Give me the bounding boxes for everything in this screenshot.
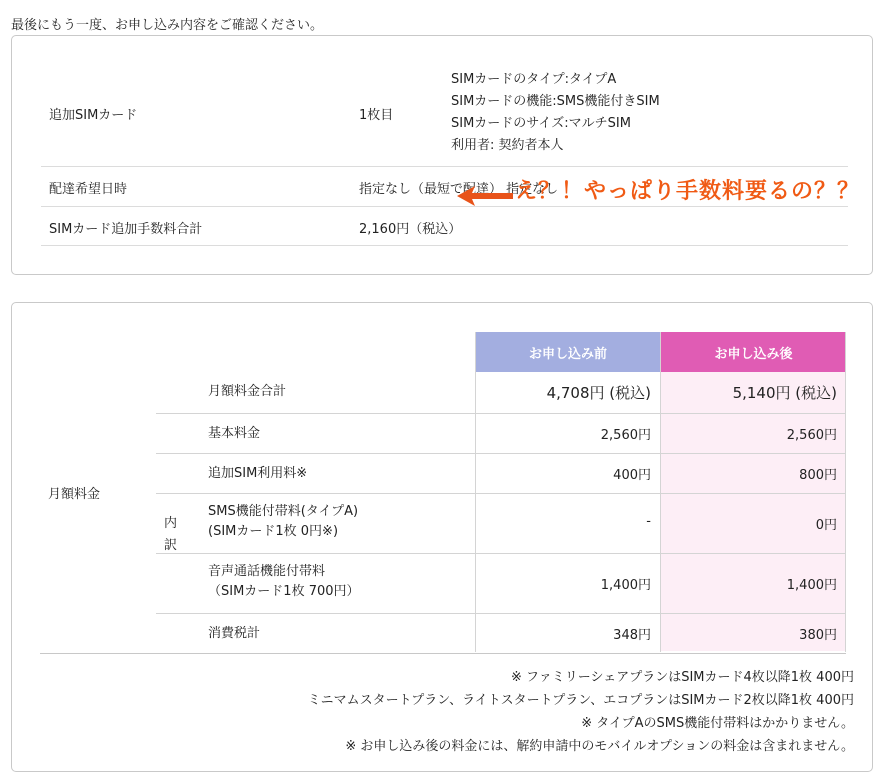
value-before: - — [646, 514, 651, 529]
value-after: 1,400円 — [786, 578, 837, 593]
sim-details — [451, 69, 660, 157]
fee-row — [41, 207, 848, 246]
row-label-line: 音声通話機能付帯料 — [208, 564, 326, 579]
table-bottom-divider — [40, 653, 846, 654]
table-row — [156, 414, 846, 454]
note-line: ※ タイプAのSMS機能付帯料はかかりません。 — [581, 716, 854, 731]
sim-detail-type: SIMカードのタイプ:タイプA — [451, 72, 617, 87]
annotation-arrow-icon — [455, 184, 515, 208]
row-label: 月額料金合計 — [208, 384, 287, 399]
table-row — [156, 614, 846, 652]
sim-detail-size: SIMカードのサイズ:マルチSIM — [451, 116, 631, 131]
value-after: 5,140円 (税込) — [732, 384, 837, 402]
breakdown-char: 訳 — [164, 538, 178, 553]
row-label — [208, 502, 358, 542]
fee-label: SIMカード追加手数料合計 — [49, 222, 203, 237]
delivery-value: 指定なし（最短で配達） 指定なし — [359, 182, 559, 197]
value-after: 800円 — [799, 468, 837, 483]
sim-detail-function: SIMカードの機能:SMS機能付きSIM — [451, 94, 660, 109]
row-label: 追加SIM利用料※ — [208, 466, 308, 481]
table-row — [156, 554, 846, 614]
row-label — [208, 562, 360, 602]
monthly-fee-panel — [11, 302, 873, 772]
breakdown-char: 内 — [164, 516, 178, 531]
sim-count: 1枚目 — [359, 108, 394, 123]
row-label: 基本料金 — [208, 426, 261, 441]
table-row — [156, 372, 846, 414]
delivery-label: 配達希望日時 — [49, 182, 128, 197]
value-before: 4,708円 (税込) — [546, 384, 651, 402]
notes — [308, 666, 854, 758]
header-after: お申し込み後 — [661, 332, 846, 372]
value-after: 2,560円 — [786, 428, 837, 443]
table-row — [156, 494, 846, 554]
value-before: 348円 — [613, 628, 651, 643]
value-after: 380円 — [799, 628, 837, 643]
confirmation-panel — [11, 35, 873, 275]
breakdown-label — [164, 513, 177, 557]
note-line: ミニマムスタートプラン、ライトスタートプラン、エコプランはSIMカード2枚以降1枚 400円 — [307, 693, 854, 708]
header-before: お申し込み前 — [476, 332, 660, 372]
sim-label: 追加SIMカード — [49, 108, 138, 123]
value-before: 1,400円 — [600, 578, 651, 593]
row-label-line: (SIMカード1枚 0円※) — [208, 524, 339, 539]
annotation-text: え？！やっぱり手数料要るの？？ — [515, 179, 861, 204]
intro-text: 最後にもう一度、お申し込み内容をご確認ください。 — [11, 18, 324, 33]
value-after: 0円 — [815, 518, 837, 533]
sim-row — [41, 63, 848, 167]
table-row — [156, 454, 846, 494]
row-label-line: SMS機能付帯料(タイプA) — [208, 504, 359, 519]
fee-value: 2,160円（税込） — [359, 222, 462, 237]
value-before: 400円 — [613, 468, 651, 483]
note-line: ※ お申し込み後の料金には、解約申請中のモバイルオプションの料金は含まれません。 — [345, 739, 854, 754]
row-label-line: （SIMカード1枚 700円） — [208, 584, 360, 599]
note-line: ※ ファミリーシェアプランはSIMカード4枚以降1枚 400円 — [510, 670, 854, 685]
monthly-fee-label: 月額料金 — [48, 487, 101, 502]
sim-detail-user: 利用者: 契約者本人 — [451, 138, 564, 153]
row-label: 消費税計 — [208, 626, 261, 641]
value-before: 2,560円 — [600, 428, 651, 443]
